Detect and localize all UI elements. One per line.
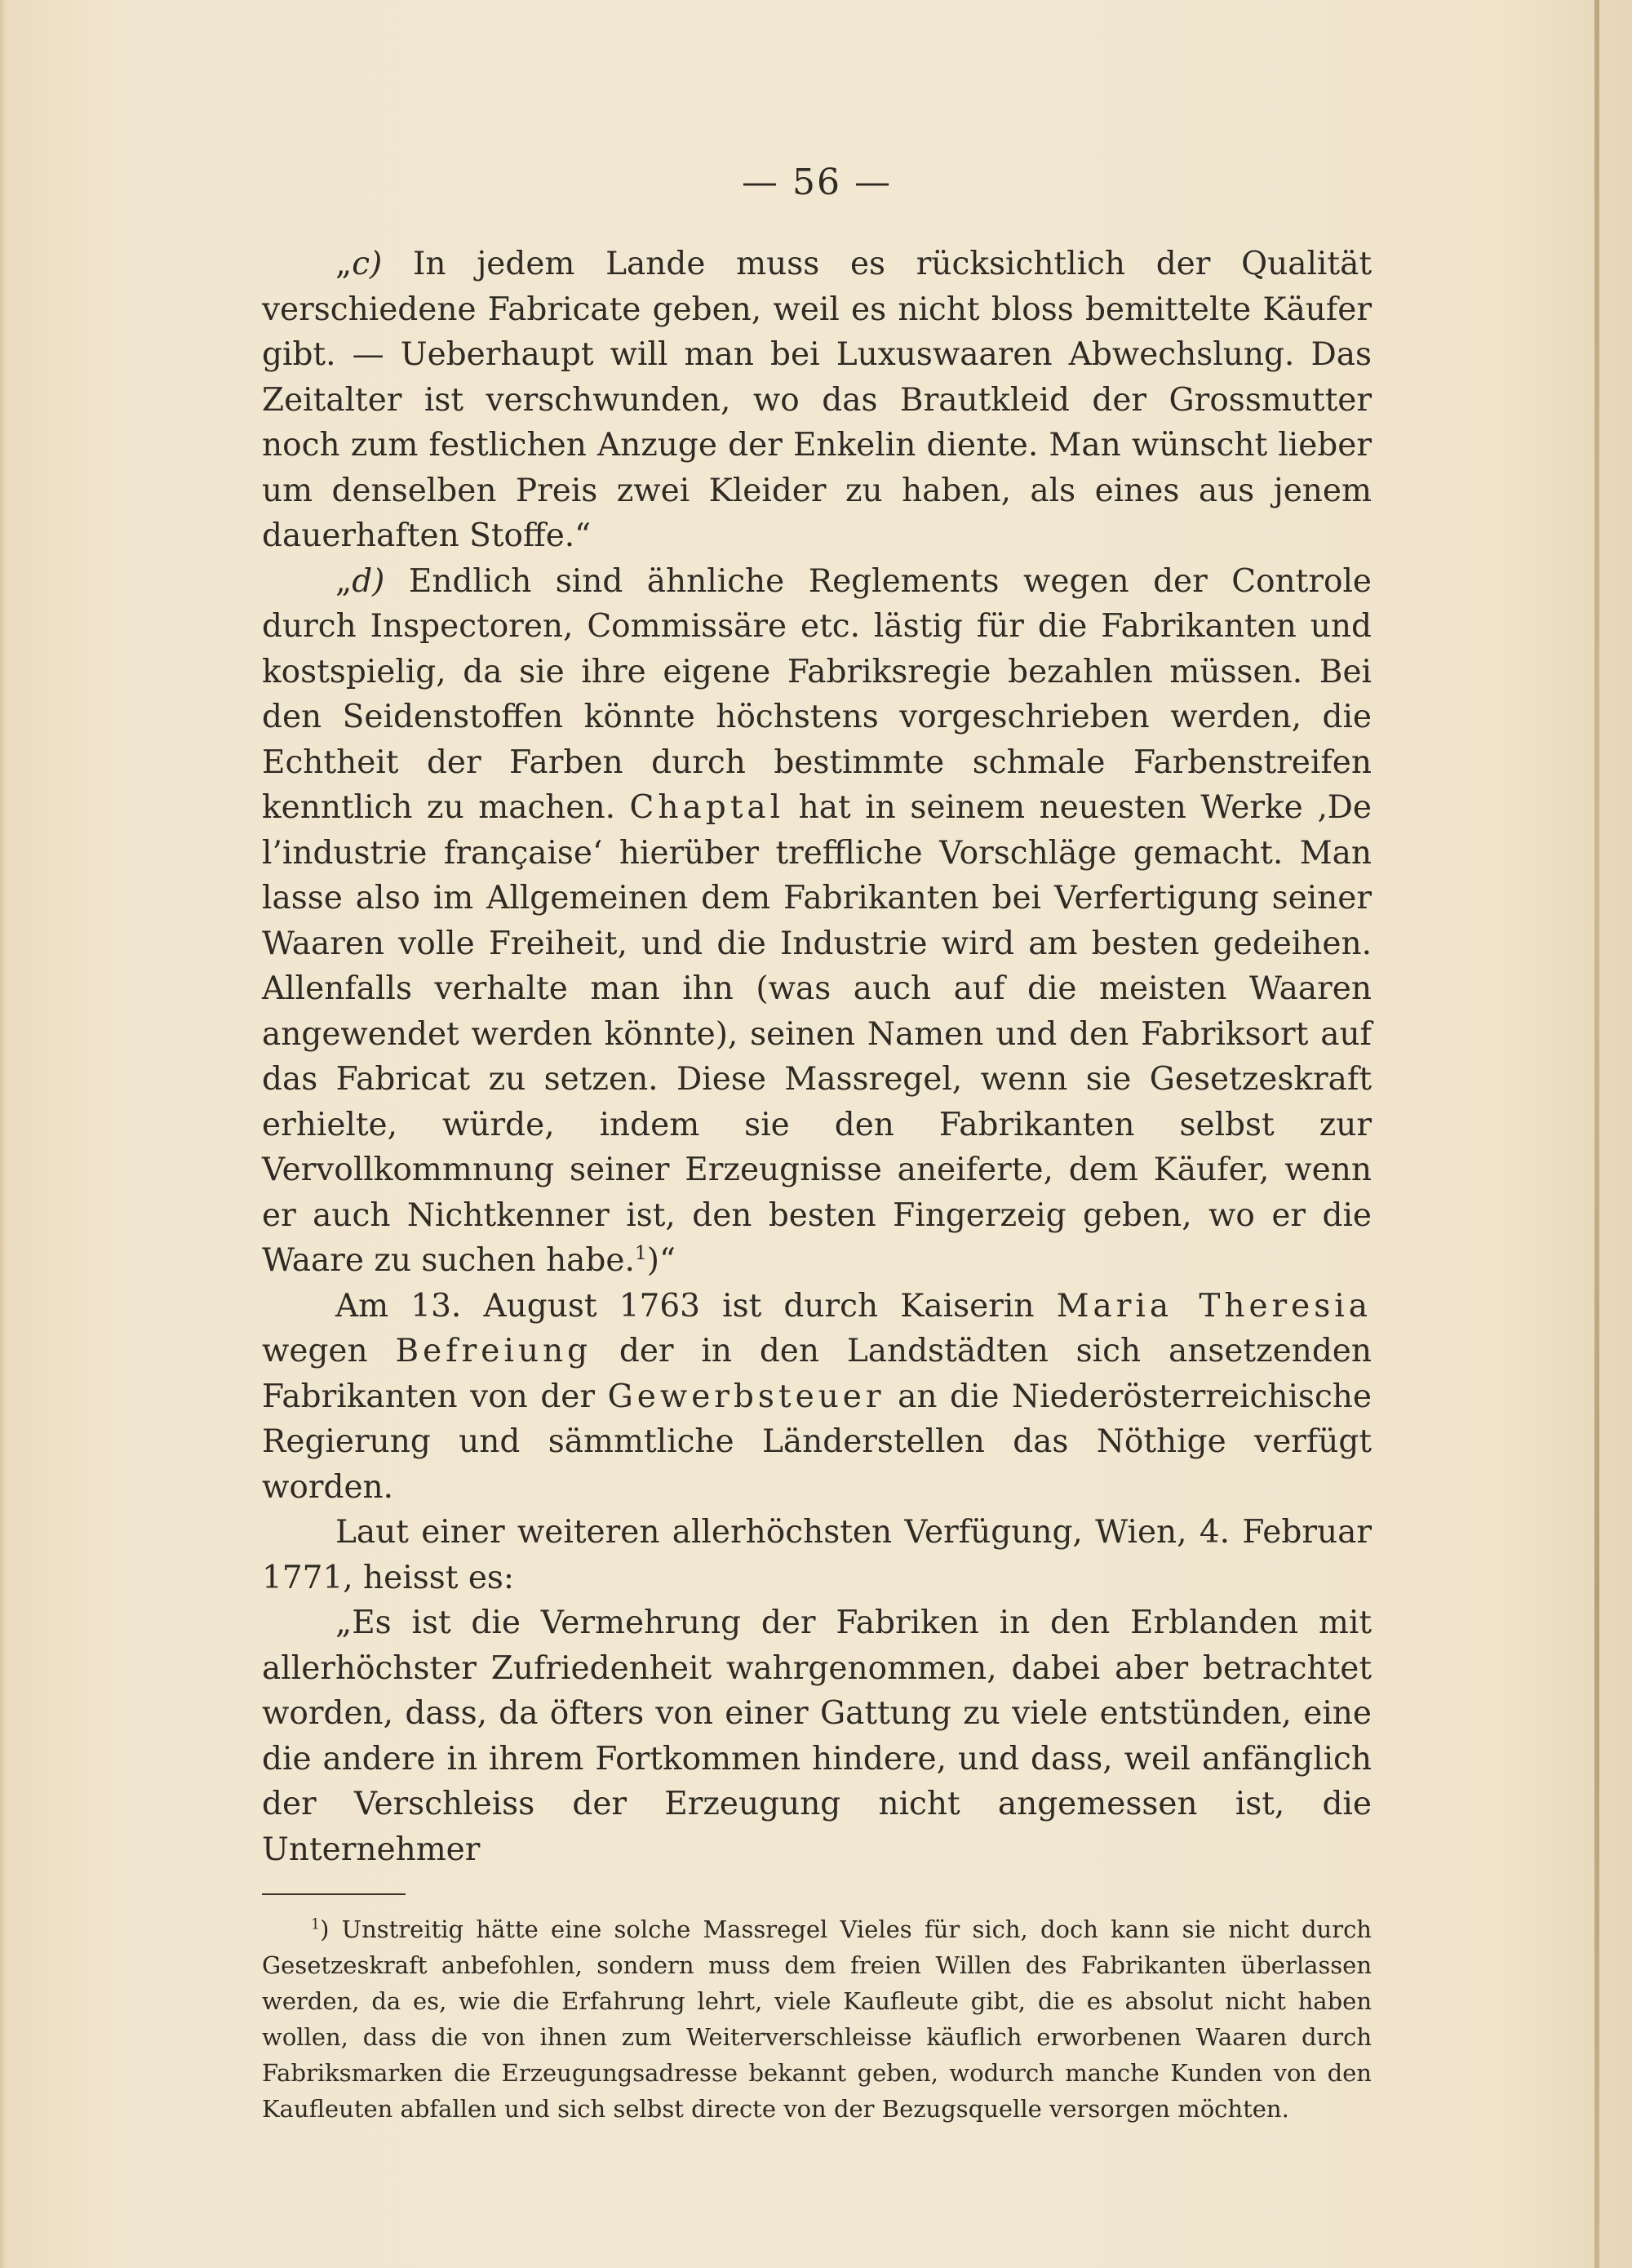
footnote-divider bbox=[262, 1893, 406, 1895]
quote-open: „ bbox=[335, 246, 353, 282]
paragraph-c bbox=[262, 242, 1372, 559]
paragraph-text: an die Niederösterreichische Regierung und sämmtliche Länderstellen das Nöthige verfügt worden. bbox=[262, 1378, 1372, 1506]
page-binding-edge bbox=[1594, 0, 1599, 2268]
quote-open: „ bbox=[335, 562, 353, 600]
paragraph-text: der in den Landstädten sich ansetzenden Fabrikanten von der bbox=[262, 1333, 1372, 1415]
paragraph-label: c) bbox=[352, 246, 383, 282]
footnote bbox=[262, 1911, 1372, 2127]
quote-close: )“ bbox=[646, 1242, 676, 1279]
term-befreiung: Befreiung bbox=[395, 1333, 592, 1369]
paragraph-label: d) bbox=[352, 562, 385, 600]
page-number: — 56 — bbox=[742, 162, 892, 203]
author-name-chaptal: Chaptal bbox=[629, 789, 785, 826]
paragraph-d bbox=[262, 559, 1372, 1284]
paragraph-quote: „Es ist die Vermehrung der Fabriken in den Erblanden mit allerhöchster Zufriedenheit wahrgenommen, dabei aber betrachtet worden, dass, da öfters von einer Gattung zu viele entstünden, eine die andere in ihrem Fortkommen hindere, und dass, weil anfänglich der Verschleiss der Erzeugung nicht angemessen ist, die Unternehmer bbox=[262, 1604, 1372, 1868]
paragraph-text-continued: hat in seinem neuesten Werke ‚De l’industrie française‘ hierüber treffliche Vorschläge gemacht. Man lasse also im Allgemeinen dem Fabrikanten bei Verfertigung seiner Waaren volle Freiheit, und die Industrie wird am besten gedeihen. Allenfalls verhalte man ihn (was auch auf die meisten Waaren angewendet werden könnte), seinen Namen und den Fabriksort auf das Fabricat zu setzen. Diese Massregel, wenn sie Gesetzeskraft erhielte, würde, indem sie den Fabrikanten selbst zur Vervollkommnung seiner Erzeugnisse aneiferte, dem Käufer, wenn er auch Nichtkenner ist, den besten Fingerzeig geben, wo er die Waare zu suchen habe. bbox=[262, 789, 1372, 1279]
paragraph-1763 bbox=[262, 1284, 1372, 1511]
footnote-text: Unstreitig hätte eine solche Massregel Vieles für sich, doch kann sie nicht durch Gesetzeskraft anbefohlen, sondern muss dem freien Willen des Fabrikanten überlassen werden, da es, wie die Erfahrung lehrt, viele Kaufleute gibt, die es absolut nicht haben wollen, dass die von ihnen zum Weiterverschleisse käuflich erworbenen Waaren durch Fabriksmarken die Erzeugungsadresse bekannt geben, wodurch manche Kunden von den Kaufleuten abfallen und sich selbst directe von der Bezugsquelle versorgen möchten. bbox=[262, 1915, 1372, 2123]
footnote-marker-close: ) bbox=[320, 1915, 330, 1943]
paragraph-text: Am 13. August 1763 ist durch Kaiserin bbox=[335, 1287, 1057, 1325]
paragraph-text: In jedem Lande muss es rücksichtlich der Qualität verschiedene Fabricate geben, weil es nicht bloss bemittelte Käufer gibt. — Ueberhaupt will man bei Luxuswaaren Abwechslung. Das Zeitalter ist verschwunden, wo das Brautkleid der Grossmutter noch zum festlichen Anzuge der Enkelin diente. Man wünscht lieber um denselben Preis zwei Kleider zu haben, als eines aus jenem dauerhaften Stoffe.“ bbox=[262, 246, 1372, 554]
page-left-shadow bbox=[0, 0, 7, 2268]
paragraph-text: Endlich sind ähnliche Reglements wegen der Controle durch Inspectoren, Commissäre etc. lästig für die Fabrikanten und kostspielig, da sie ihre eigene Fabriksregie bezahlen müssen. Bei den Seidenstoffen könnte höchstens vorgeschrieben werden, die Echtheit der Farben durch bestimmte schmale Farbenstreifen kenntlich zu machen. bbox=[262, 562, 1372, 826]
paragraph-text: wegen bbox=[262, 1333, 396, 1369]
footnote-reference: 1 bbox=[634, 1241, 647, 1264]
footnote-marker: 1 bbox=[311, 1916, 321, 1933]
term-gewerbsteuer: Gewerbsteuer bbox=[607, 1378, 885, 1415]
paragraph-1771: Laut einer weiteren allerhöchsten Verfügung, Wien, 4. Februar 1771, heisst es: bbox=[262, 1514, 1372, 1596]
name-maria-theresia: Maria Theresia bbox=[1056, 1287, 1372, 1325]
text-block bbox=[262, 131, 1372, 2127]
